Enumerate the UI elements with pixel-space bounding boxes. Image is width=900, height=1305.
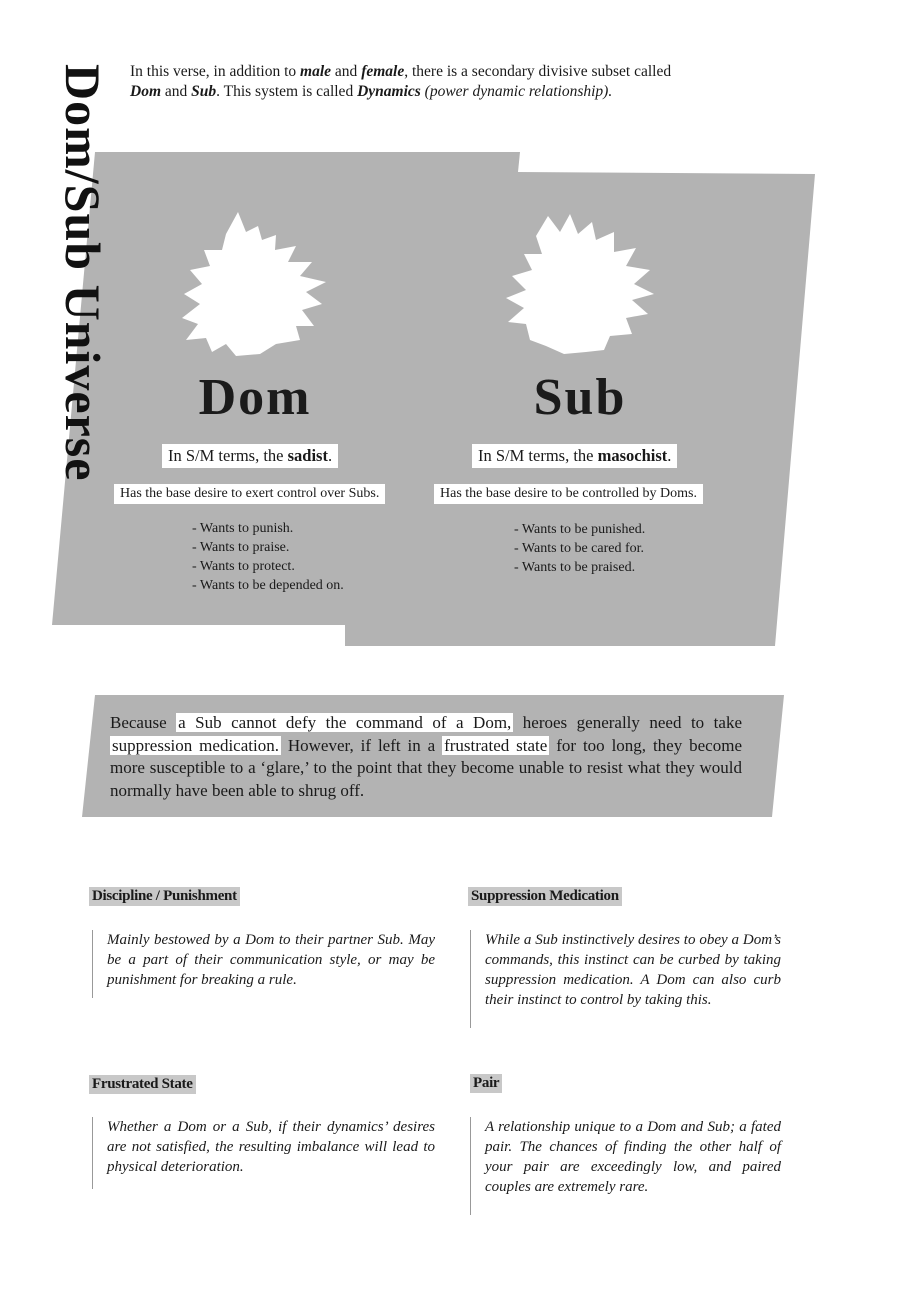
dom-trait-list [192,519,344,595]
dynamics-paragraph: Because a Sub cannot defy the command of a Dom, heroes generally need to take suppression medication. However, if left in a frustrated state for too long, they become more susceptible to a ‘glare,’ to the point that they become unable to resist what they would normally have been able to shrug off. [110,713,742,800]
dom-trait: - Wants to praise. [192,540,290,555]
sub-trait: - Wants to be punished. [514,522,646,537]
side-title [52,64,112,484]
dom-trait: - Wants to be depended on. [192,578,344,593]
sub-term-label: In S/M terms, the masochist. [472,444,677,468]
side-title-text: Dom/Sub Universe [55,64,111,482]
intro-text: In this verse, in addition to male and female, there is a secondary divisive subset called Dom and Sub. This system is called Dynamics (power dynamic relationship). [130,63,672,100]
term-heading-frustrated: Frustrated State [89,1075,196,1094]
sub-trait: - Wants to be praised. [514,560,636,575]
sub-trait-list [514,520,645,577]
term-heading-discipline: Discipline / Punishment [89,887,240,906]
term-body-discipline: Mainly bestowed by a Dom to their partner Sub. May be a part of their communication style, or may be punishment for breaking a rule. [92,930,435,998]
term-body-pair: A relationship unique to a Dom and Sub; a fated pair. The chances of finding the other half of your pair are exceedingly low, and paired couples are extremely rare. [470,1117,781,1215]
dom-title: Dom [198,369,312,426]
sub-trait: - Wants to be cared for. [514,541,645,556]
dom-trait: - Wants to punish. [192,521,294,536]
sub-title: Sub [533,369,627,426]
dom-term-label: In S/M terms, the sadist. [162,444,338,468]
dom-trait: - Wants to protect. [192,559,295,574]
term-heading-pair: Pair [470,1074,502,1093]
term-body-frustrated: Whether a Dom or a Sub, if their dynamics’ desires are not satisfied, the resulting imbalance will lead to physical deterioration. [92,1117,435,1189]
term-body-suppression: While a Sub instinctively desires to obey a Dom’s commands, this instinct can be curbed by taking suppression medication. A Dom can also curb their instinct to control by taking this. [470,930,781,1028]
term-heading-suppression: Suppression Medication [468,887,622,906]
dom-desire: Has the base desire to exert control over Subs. [114,484,385,504]
character-panel [52,152,815,646]
sub-desire: Has the base desire to be controlled by Doms. [434,484,703,504]
